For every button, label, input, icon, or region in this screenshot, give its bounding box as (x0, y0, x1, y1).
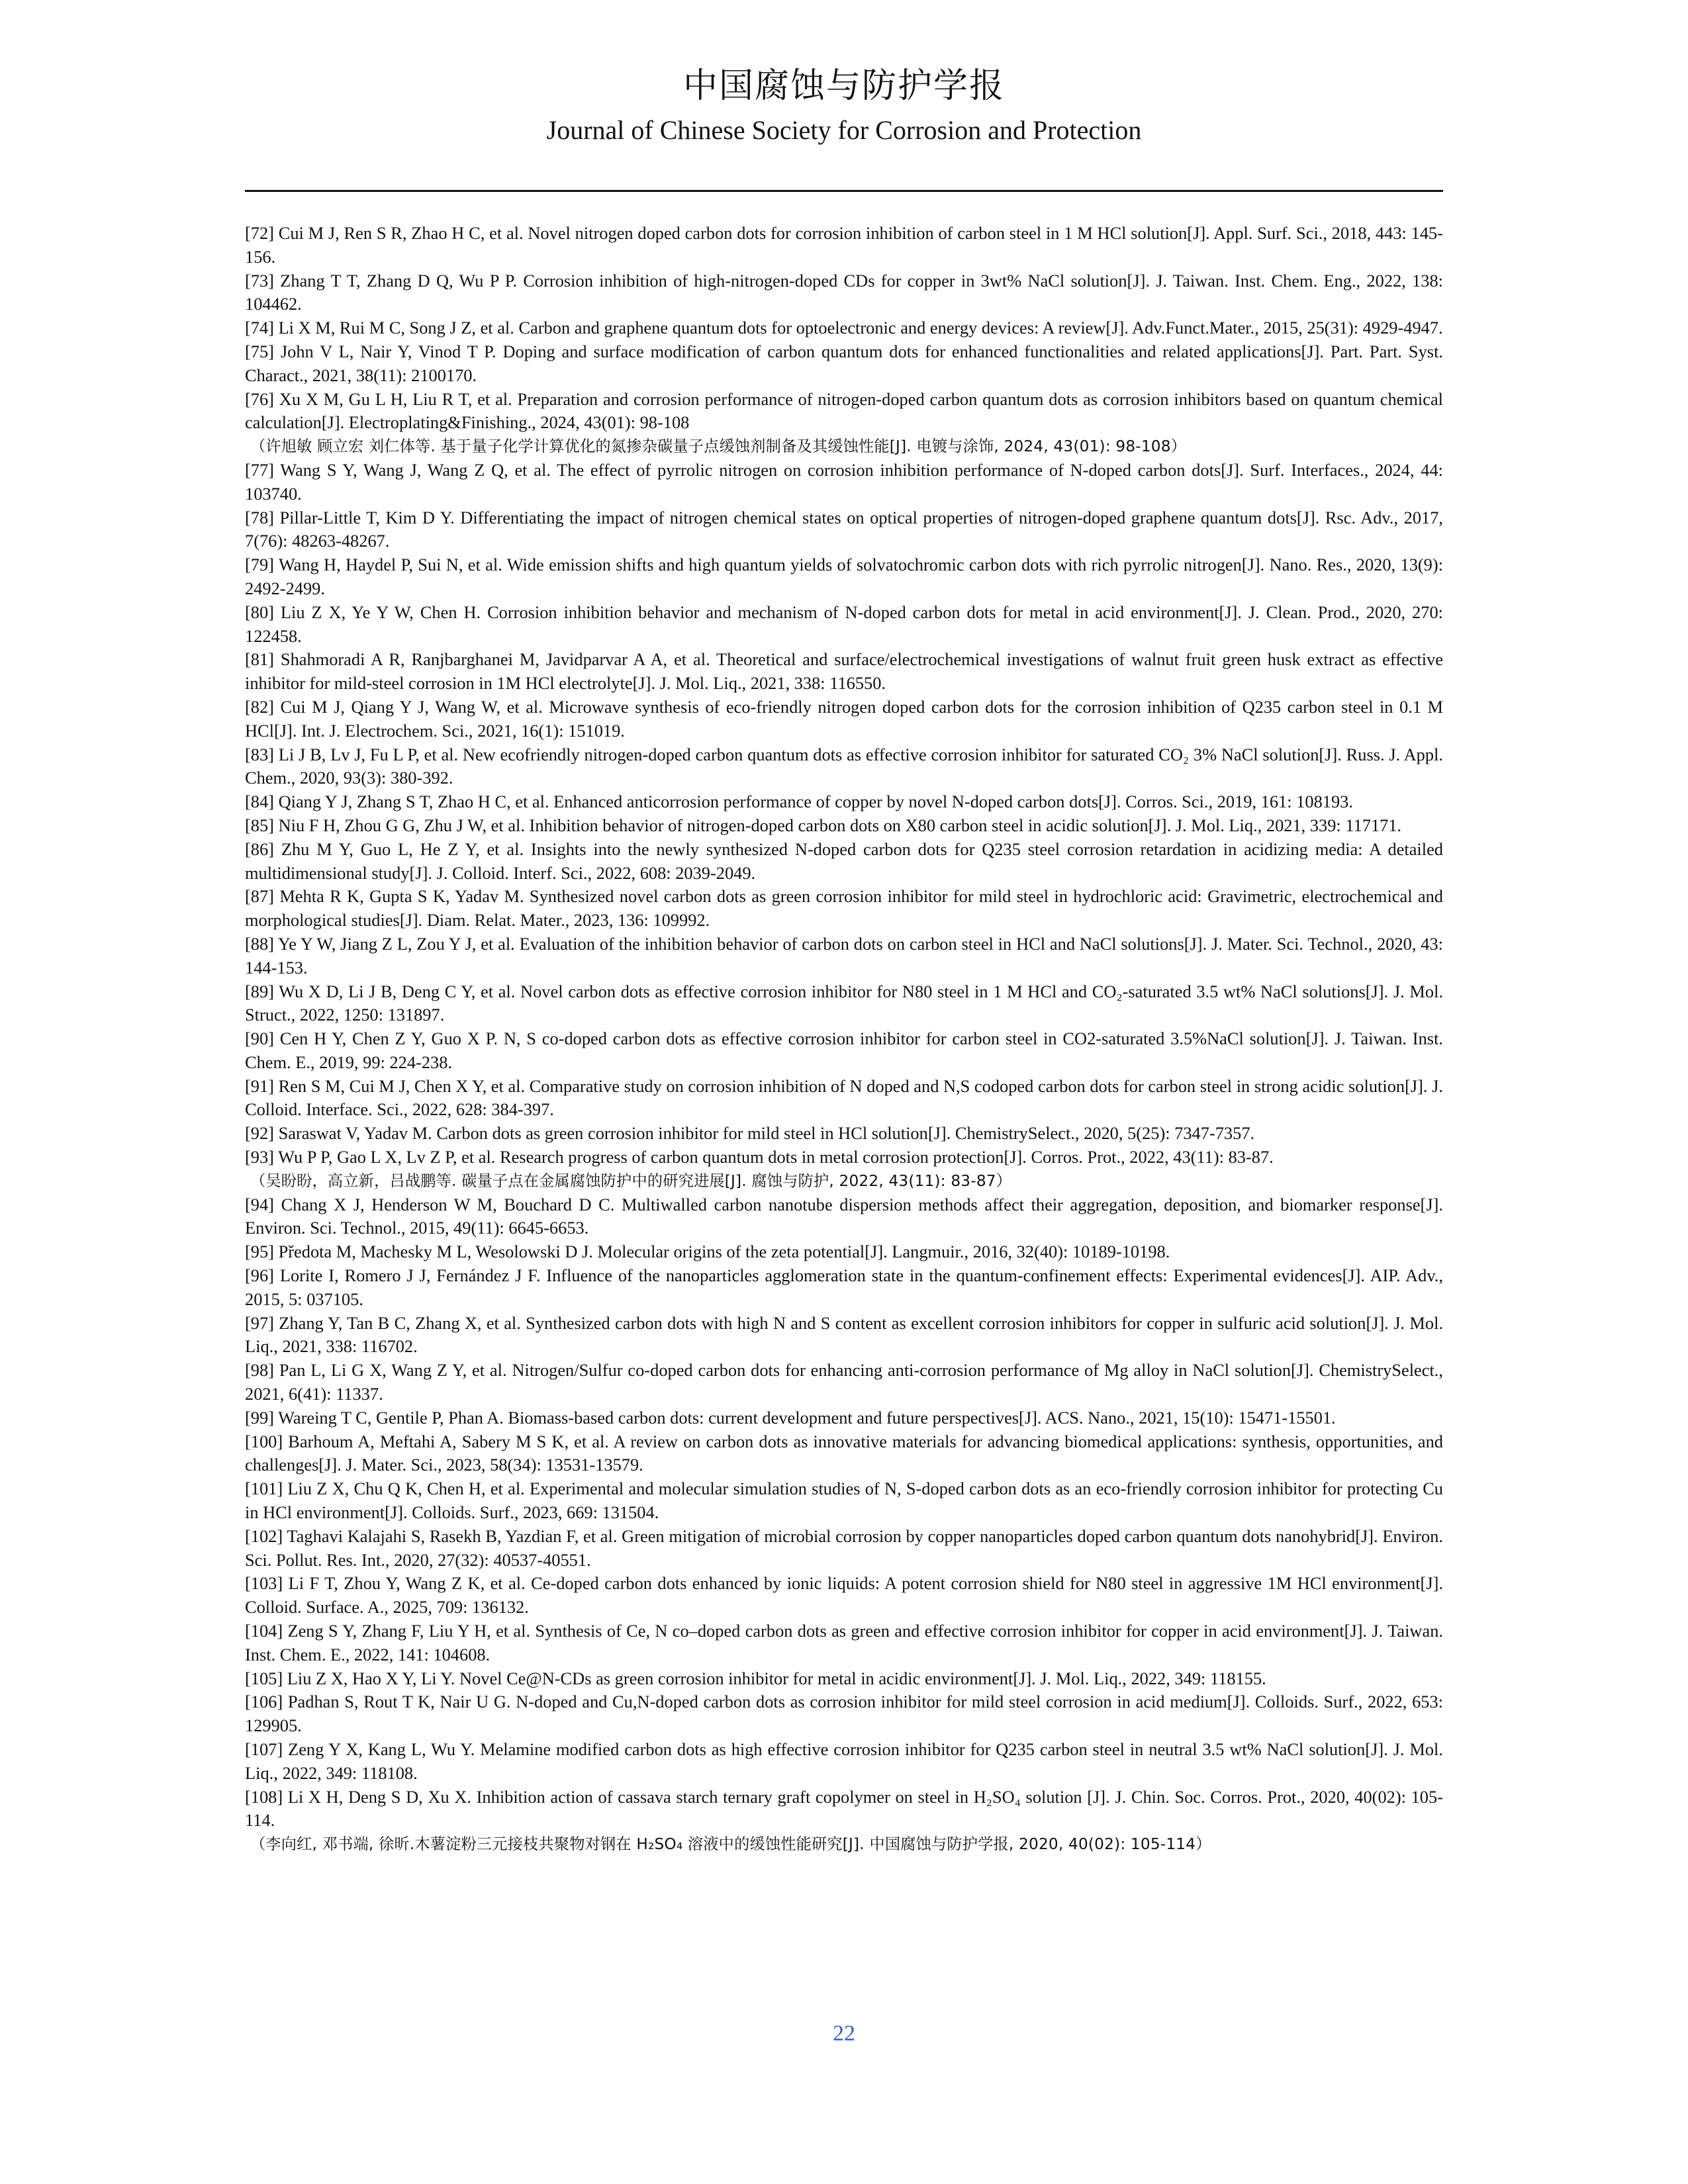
reference-item: [79] Wang H, Haydel P, Sui N, et al. Wide emission shifts and high quantum yields of solvatochromic carbon dots with rich pyrrolic nitrogen[J]. Nano. Res., 2020, 13(9): 2492-2499. (245, 555, 1443, 598)
reference-item: [99] Wareing T C, Gentile P, Phan A. Biomass-based carbon dots: current development and future perspectives[J]. ACS. Nano., 2021, 15(10): 15471-15501. (245, 1407, 1336, 1428)
reference-item: [97] Zhang Y, Tan B C, Zhang X, et al. Synthesized carbon dots with high N and S content as excellent corrosion inhibitors for copper in sulfuric acid solution[J]. J. Mol. Liq., 2021, 338: 116702. (245, 1312, 1443, 1357)
reference-item: [106] Padhan S, Rout T K, Nair U G. N-doped and Cu,N-doped carbon dots as corrosion inhibitor for mild steel corrosion in acid medium[J]. Colloids. Surf., 2022, 653: 129905. (245, 1692, 1443, 1736)
reference-item: [105] Liu Z X, Hao X Y, Li Y. Novel Ce@N-CDs as green corrosion inhibitor for metal in acidic environment[J]. J. Mol. Liq., 2022, 349: 118155. (245, 1668, 1266, 1688)
reference-item: [95] Předota M, Machesky M L, Wesolowski D J. Molecular origins of the zeta potential[J]. Langmuir., 2016, 32(40): 10189-10198. (245, 1242, 1170, 1262)
reference-translation: （许旭敏 顾立宏 刘仁体等. 基于量子化学计算优化的氮掺杂碳量子点缓蚀剂制备及其缓蚀性能[J]. 电镀与涂饰, 2024, 43(01): 98-108） (250, 437, 1187, 456)
reference-list (245, 222, 1443, 1856)
reference-item: [87] Mehta R K, Gupta S K, Yadav M. Synthesized novel carbon dots as green corrosion inhibitor for mild steel in hydrochloric acid: Gravimetric, electrochemical and morphological studies[J]. Diam. Relat. Mater., 2023, 136: 109992. (245, 886, 1443, 931)
reference-item: [89] Wu X D, Li J B, Deng C Y, et al. Novel carbon dots as effective corrosion inhibitor for N80 steel in 1 M HCl and CO₂-saturated 3.5 wt% NaCl solutions[J]. J. Mol. Struct., 2022, 1250: 131897. (245, 981, 1443, 1025)
reference-item: [72] Cui M J, Ren S R, Zhao H C, et al. Novel nitrogen doped carbon dots for corrosion inhibition of carbon steel in 1 M HCl solution[J]. Appl. Surf. Sci., 2018, 443: 145-156. (245, 223, 1443, 267)
reference-item: [75] John V L, Nair Y, Vinod T P. Doping and surface modification of carbon quantum dots for enhanced functionalities and related applications[J]. Part. Part. Syst. Charact., 2021, 38(11): 2100170. (245, 341, 1443, 385)
page-header (0, 63, 1688, 150)
reference-translation: （吴盼盼，高立新，吕战鹏等. 碳量子点在金属腐蚀防护中的研究进展[J]. 腐蚀与防护, 2022, 43(11): 83-87） (250, 1171, 1012, 1190)
reference-item: [101] Liu Z X, Chu Q K, Chen H, et al. Experimental and molecular simulation studies of N, S-doped carbon dots as an eco-friendly corrosion inhibitor for protecting Cu in HCl environment[J]. Colloids. Surf., 2023, 669: 131504. (245, 1479, 1443, 1523)
journal-title-chinese: 中国腐蚀与防护学报 (682, 66, 1005, 106)
reference-item: [108] Li X H, Deng S D, Xu X. Inhibition action of cassava starch ternary graft copolymer on steel in H₂SO₄ solution [J]. J. Chin. Soc. Corros. Prot., 2020, 40(02): 105-114. (245, 1786, 1443, 1831)
header-divider (245, 190, 1443, 192)
reference-item: [73] Zhang T T, Zhang D Q, Wu P P. Corrosion inhibition of high-nitrogen-doped CDs for copper in 3wt% NaCl solution[J]. J. Taiwan. Inst. Chem. Eng., 2022, 138: 104462. (245, 270, 1443, 314)
reference-item: [91] Ren S M, Cui M J, Chen X Y, et al. Comparative study on corrosion inhibition of N doped and N,S codoped carbon dots for carbon steel in strong acidic solution[J]. J. Colloid. Interface. Sci., 2022, 628: 384-397. (245, 1075, 1443, 1120)
reference-item: [107] Zeng Y X, Kang L, Wu Y. Melamine modified carbon dots as high effective corrosion inhibitor for Q235 carbon steel in neutral 3.5 wt% NaCl solution[J]. J. Mol. Liq., 2022, 349: 118108. (245, 1739, 1443, 1783)
reference-item: [86] Zhu M Y, Guo L, He Z Y, et al. Insights into the newly synthesized N-doped carbon dots for Q235 steel corrosion retardation in acidizing media: A detailed multidimensional study[J]. J. Colloid. Interf. Sci., 2022, 608: 2039-2049. (245, 839, 1443, 883)
reference-item: [100] Barhoum A, Meftahi A, Sabery M S K, et al. A review on carbon dots as innovative materials for advancing biomedical applications: synthesis, opportunities, and challenges[J]. J. Mater. Sci., 2023, 58(34): 13531-13579. (245, 1431, 1443, 1475)
reference-item: [84] Qiang Y J, Zhang S T, Zhao H C, et al. Enhanced anticorrosion performance of copper by novel N-doped carbon dots[J]. Corros. Sci., 2019, 161: 108193. (245, 792, 1353, 812)
reference-item: [93] Wu P P, Gao L X, Lv Z P, et al. Research progress of carbon quantum dots in metal corrosion protection[J]. Corros. Prot., 2022, 43(11): 83-87. (245, 1147, 1274, 1167)
reference-item: [90] Cen H Y, Chen Z Y, Guo X P. N, S co-doped carbon dots as effective corrosion inhibitor for carbon steel in CO2-saturated 3.5%NaCl solution[J]. J. Taiwan. Inst. Chem. E., 2019, 99: 224-238. (245, 1028, 1443, 1072)
reference-item: [92] Saraswat V, Yadav M. Carbon dots as green corrosion inhibitor for mild steel in HCl solution[J]. ChemistrySelect., 2020, 5(25): 7347-7357. (245, 1123, 1255, 1144)
reference-item: [77] Wang S Y, Wang J, Wang Z Q, et al. The effect of pyrrolic nitrogen on corrosion inhibition performance of N-doped carbon dots[J]. Surf. Interfaces., 2024, 44: 103740. (245, 459, 1443, 504)
journal-title-english: Journal of Chinese Society for Corrosion and Protection (546, 115, 1142, 145)
reference-item: [98] Pan L, Li G X, Wang Z Y, et al. Nitrogen/Sulfur co-doped carbon dots for enhancing anti-corrosion performance of Mg alloy in NaCl solution[J]. ChemistrySelect., 2021, 6(41): 11337. (245, 1360, 1443, 1404)
reference-item: [88] Ye Y W, Jiang Z L, Zou Y J, et al. Evaluation of the inhibition behavior of carbon dots on carbon steel in HCl and NaCl solutions[J]. J. Mater. Sci. Technol., 2020, 43: 144-153. (245, 933, 1443, 978)
reference-item: [76] Xu X M, Gu L H, Liu R T, et al. Preparation and corrosion performance of nitrogen-doped carbon quantum dots as corrosion inhibitors based on quantum chemical calculation[J]. Electroplating&Finishing., 2024, 43(01): 98-108 (245, 388, 1443, 433)
reference-item: [83] Li J B, Lv J, Fu L P, et al. New ecofriendly nitrogen-doped carbon quantum dots as effective corrosion inhibitor for saturated CO₂ 3% NaCl solution[J]. Russ. J. Appl. Chem., 2020, 93(3): 380-392. (245, 744, 1443, 788)
reference-item: [81] Shahmoradi A R, Ranjbarghanei M, Javidparvar A A, et al. Theoretical and surface/electrochemical investigations of walnut fruit green husk extract as effective inhibitor for mild-steel corrosion in 1M HCl electrolyte[J]. J. Mol. Liq., 2021, 338: 116550. (245, 649, 1443, 694)
reference-item: [96] Lorite I, Romero J J, Fernández J F. Influence of the nanoparticles agglomeration state in the quantum-confinement effects: Experimental evidences[J]. AIP. Adv., 2015, 5: 037105. (245, 1265, 1443, 1309)
reference-translation: （李向红, 邓书端, 徐昕.木薯淀粉三元接枝共聚物对钢在 H₂SO₄ 溶液中的缓蚀性能研究[J]. 中国腐蚀与防护学报, 2020, 40(02): 105-114） (250, 1835, 1211, 1854)
reference-item: [74] Li X M, Rui M C, Song J Z, et al. Carbon and graphene quantum dots for optoelectronic and energy devices: A review[J]. Adv.Funct.Mater., 2015, 25(31): 4929-4947. (245, 318, 1443, 338)
reference-item: [78] Pillar-Little T, Kim D Y. Differentiating the impact of nitrogen chemical states on optical properties of nitrogen-doped graphene quantum dots[J]. Rsc. Adv., 2017, 7(76): 48263-48267. (245, 507, 1443, 551)
reference-item: [85] Niu F H, Zhou G G, Zhu J W, et al. Inhibition behavior of nitrogen-doped carbon dots on X80 carbon steel in acidic solution[J]. J. Mol. Liq., 2021, 339: 117171. (245, 815, 1402, 835)
reference-item: [94] Chang X J, Henderson W M, Bouchard D C. Multiwalled carbon nanotube dispersion methods affect their aggregation, deposition, and biomarker response[J]. Environ. Sci. Technol., 2015, 49(11): 6645-6653. (245, 1194, 1443, 1238)
reference-item: [82] Cui M J, Qiang Y J, Wang W, et al. Microwave synthesis of eco-friendly nitrogen doped carbon dots for the corrosion inhibition of Q235 carbon steel in 0.1 M HCl[J]. Int. J. Electrochem. Sci., 2021, 16(1): 151019. (245, 696, 1443, 741)
reference-item: [80] Liu Z X, Ye Y W, Chen H. Corrosion inhibition behavior and mechanism of N-doped carbon dots for metal in acid environment[J]. J. Clean. Prod., 2020, 270: 122458. (245, 602, 1443, 646)
reference-item: [103] Li F T, Zhou Y, Wang Z K, et al. Ce-doped carbon dots enhanced by ionic liquids: A potent corrosion shield for N80 steel in aggressive 1M HCl environment[J]. Colloid. Surface. A., 2025, 709: 136132. (245, 1573, 1443, 1617)
reference-item: [104] Zeng S Y, Zhang F, Liu Y H, et al. Synthesis of Ce, N co–doped carbon dots as green and effective corrosion inhibitor for copper in acid environment[J]. J. Taiwan. Inst. Chem. E., 2022, 141: 104608. (245, 1621, 1443, 1664)
reference-item: [102] Taghavi Kalajahi S, Rasekh B, Yazdian F, et al. Green mitigation of microbial corrosion by copper nanoparticles doped carbon quantum dots nanohybrid[J]. Environ. Sci. Pollut. Res. Int., 2020, 27(32): 40537-40551. (245, 1525, 1443, 1570)
page-number: 22 (833, 2021, 855, 2046)
